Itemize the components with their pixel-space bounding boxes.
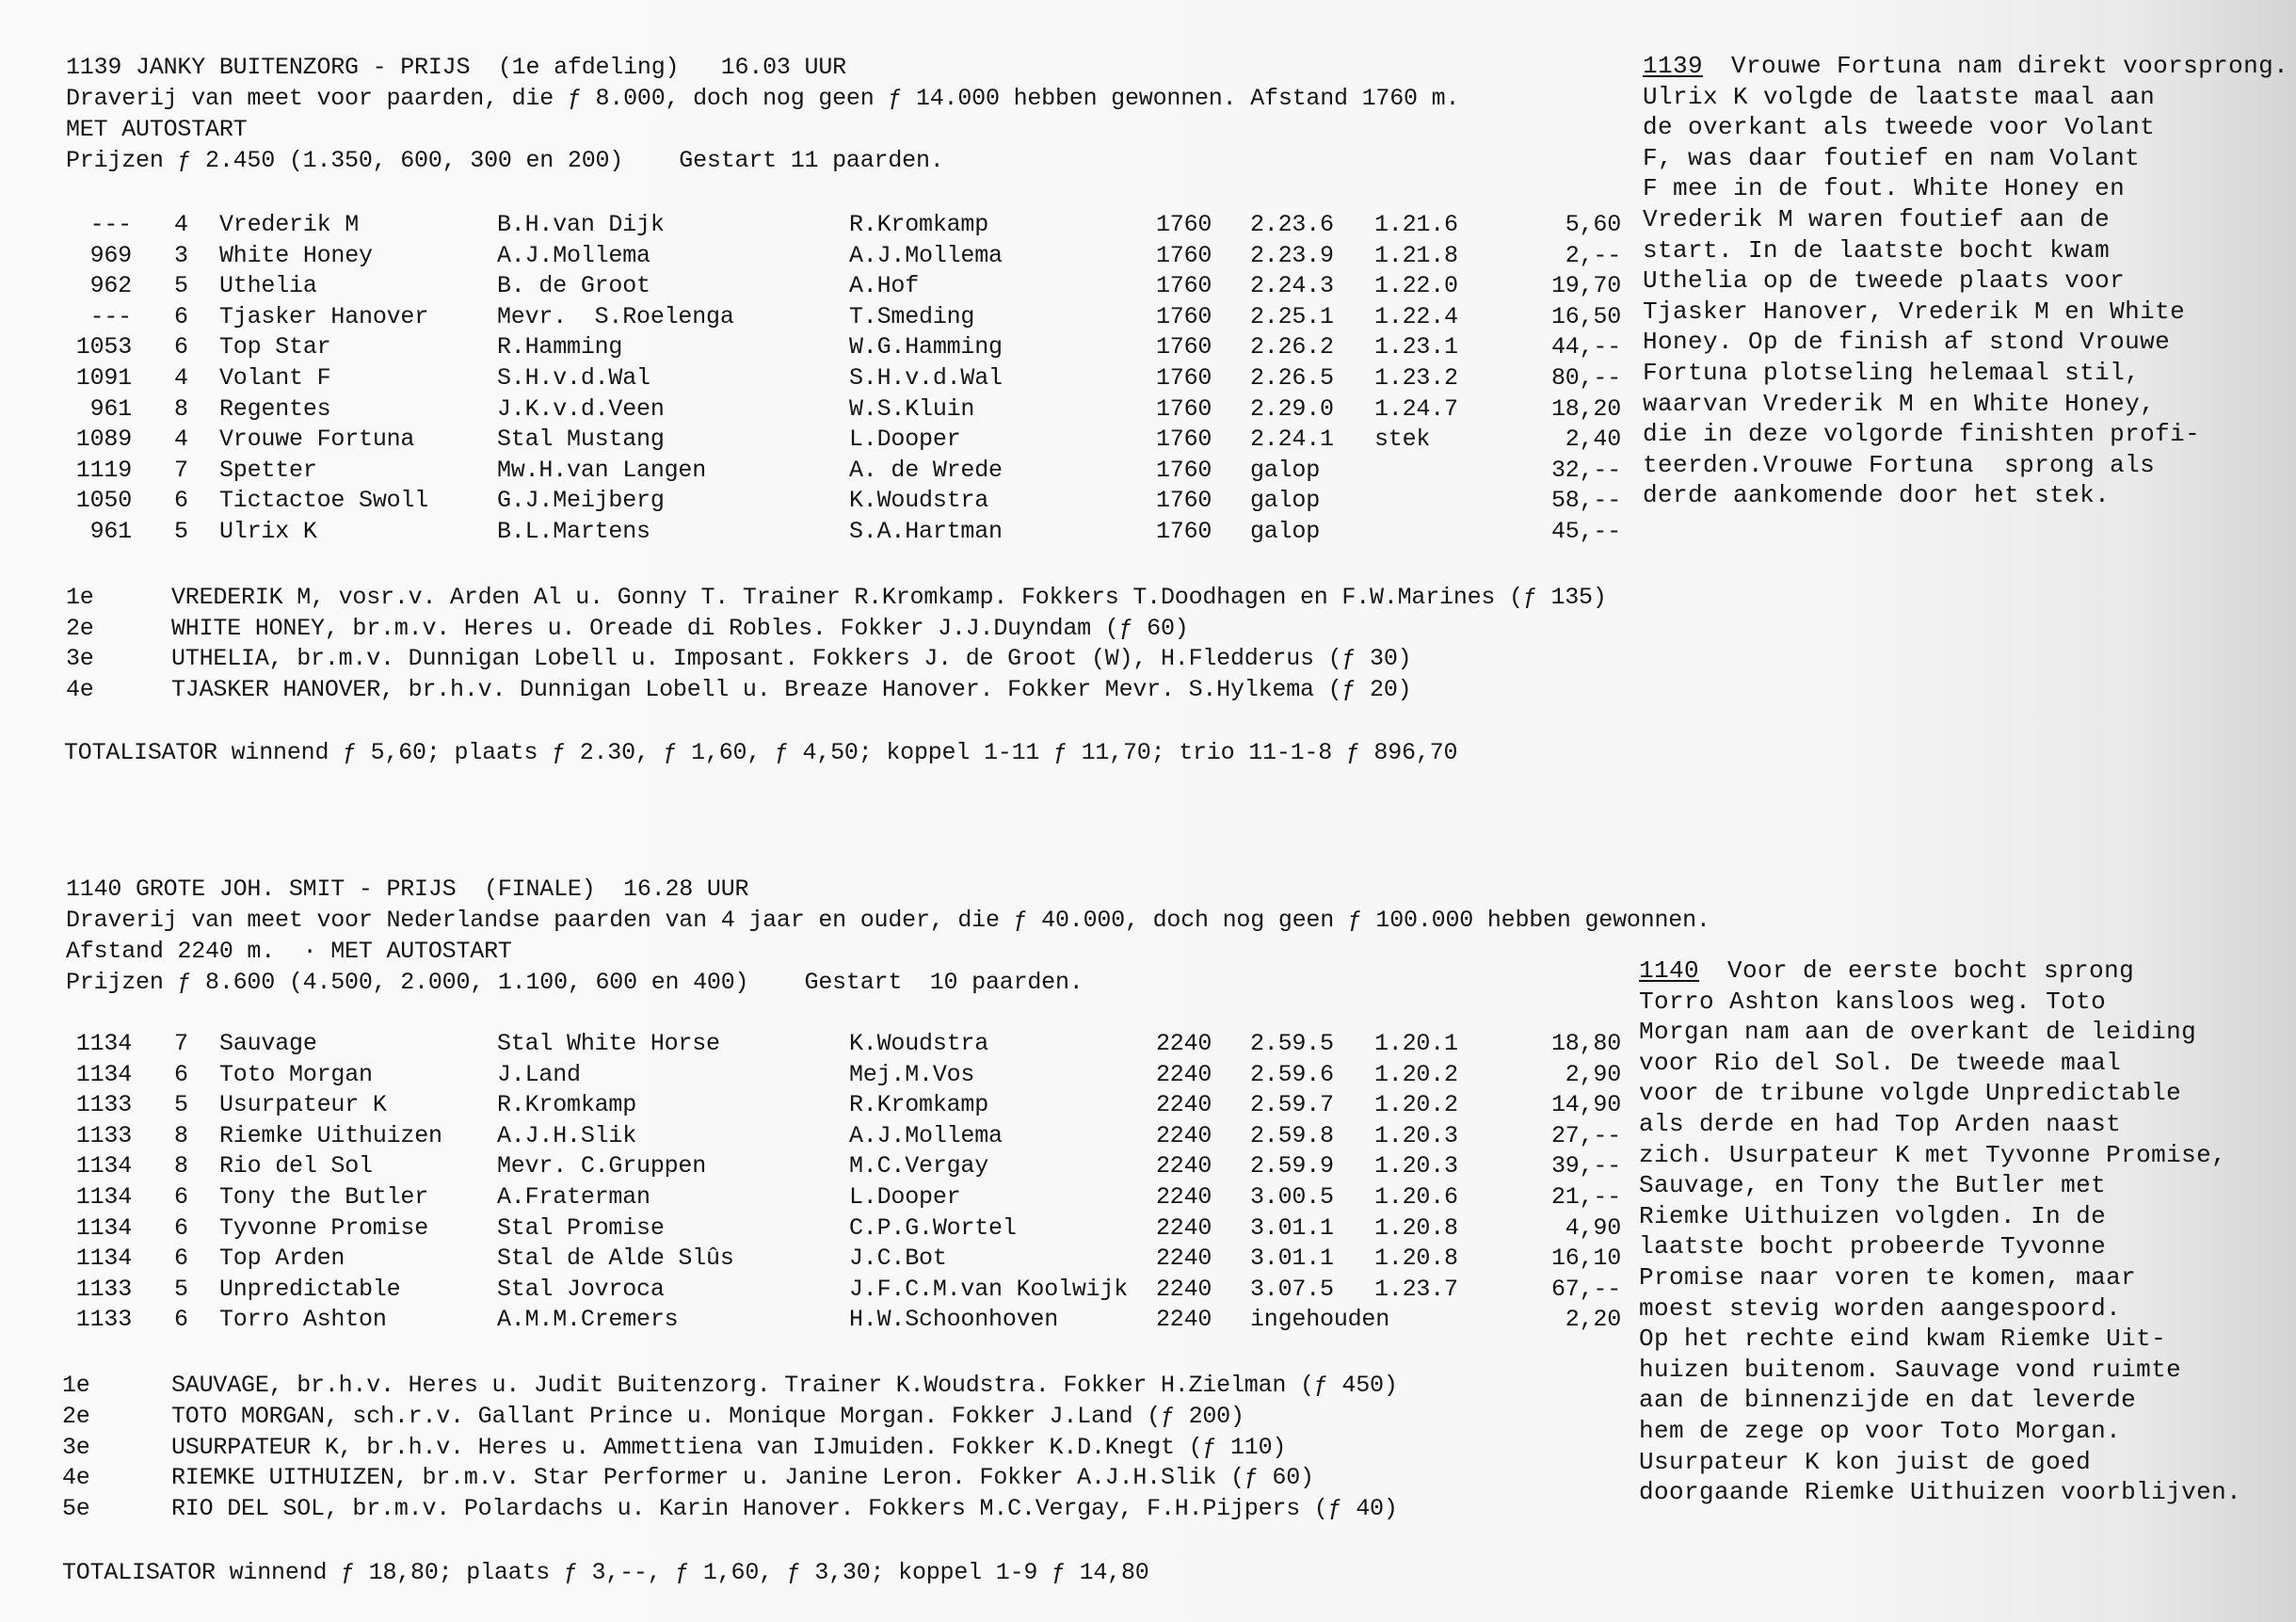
distance: 1760 — [1156, 211, 1212, 238]
horse-name: White Honey — [219, 241, 373, 269]
race-time: 2.26.5 — [1250, 364, 1334, 392]
km-time: 1.23.2 — [1374, 364, 1458, 392]
km-time: 1.22.4 — [1374, 302, 1458, 330]
odds: 21,-- — [1550, 1183, 1621, 1211]
placing-detail: SAUVAGE, br.h.v. Heres u. Judit Buitenzorg. Trainer K.Woudstra. Fokker H.Zielman (ƒ 450) — [171, 1372, 1398, 1399]
horse-name: Toto Morgan — [219, 1060, 373, 1088]
owner: J.K.v.d.Veen — [497, 394, 665, 423]
km-time: 1.24.7 — [1374, 394, 1458, 423]
distance: 2240 — [1156, 1060, 1212, 1088]
start-number: 4 — [174, 211, 188, 238]
distance: 1760 — [1156, 394, 1212, 423]
commentary-line: waarvan Vrederik M en White Honey, — [1643, 389, 2156, 418]
odds: 4,90 — [1565, 1213, 1621, 1242]
driver: A. de Wrede — [849, 456, 1003, 484]
odds: 2,20 — [1565, 1306, 1621, 1334]
prev-race: 1134 — [75, 1060, 132, 1088]
km-time: 1.20.1 — [1374, 1030, 1458, 1057]
odds: 16,50 — [1550, 302, 1621, 330]
driver: J.C.Bot — [849, 1245, 947, 1273]
odds: 58,-- — [1550, 487, 1621, 515]
distance: 1760 — [1156, 333, 1212, 361]
commentary-line: Honey. Op de finish af stond Vrouwe — [1643, 328, 2171, 357]
race-time: galop — [1250, 518, 1321, 545]
prev-race: 1134 — [75, 1030, 132, 1057]
placing-detail: RIO DEL SOL, br.m.v. Polardachs u. Karin Hanover. Fokkers M.C.Vergay, F.H.Pijpers (ƒ 40) — [171, 1495, 1398, 1523]
odds: 2,90 — [1565, 1060, 1621, 1088]
commentary-line: Vrouwe Fortuna nam direkt voorsprong. — [1716, 52, 2289, 80]
owner: R.Hamming — [497, 333, 623, 361]
start-number: 6 — [174, 1306, 188, 1334]
race-description: Draverij van meet voor paarden, die ƒ 8.000, doch nog geen ƒ 14.000 hebben gewonnen. Afstand 1760 m. — [66, 85, 1460, 112]
commentary-line: aan de binnenzijde en dat leverde — [1639, 1386, 2137, 1415]
horse-name: Tyvonne Promise — [219, 1213, 429, 1242]
commentary-line: Morgan nam aan de overkant de leiding — [1639, 1018, 2197, 1047]
owner: A.M.M.Cremers — [497, 1306, 679, 1334]
odds: 2,-- — [1565, 241, 1621, 269]
commentary-line: Uthelia op de tweede plaats voor — [1643, 266, 2126, 296]
distance: 1760 — [1156, 241, 1212, 269]
horse-name: Tictactoe Swoll — [219, 487, 429, 515]
driver: R.Kromkamp — [849, 1091, 989, 1119]
km-time: 1.22.0 — [1374, 272, 1458, 300]
prev-race: 1050 — [75, 487, 132, 515]
odds: 14,90 — [1550, 1091, 1621, 1119]
race-time: 2.59.8 — [1250, 1121, 1334, 1149]
horse-name: Vrouwe Fortuna — [219, 426, 415, 454]
commentary-line: voor Rio del Sol. De tweede maal — [1639, 1048, 2122, 1077]
race-time: 2.24.1 — [1250, 426, 1334, 454]
odds: 45,-- — [1550, 518, 1621, 545]
horse-name: Ulrix K — [219, 518, 317, 545]
driver: S.H.v.d.Wal — [849, 364, 1003, 392]
race-time: 2.24.3 — [1250, 272, 1334, 300]
driver: W.G.Hamming — [849, 333, 1003, 361]
driver: A.J.Mollema — [849, 241, 1003, 269]
placing-rank: 2e — [66, 614, 94, 642]
commentary-line: derde aankomende door het stek. — [1643, 481, 2111, 510]
driver: Mej.M.Vos — [849, 1060, 975, 1088]
owner: G.J.Meijberg — [497, 487, 665, 515]
km-time: 1.20.3 — [1374, 1152, 1458, 1180]
commentary-line: de overkant als tweede voor Volant — [1643, 113, 2156, 142]
odds: 18,80 — [1550, 1030, 1621, 1057]
owner: J.Land — [497, 1060, 581, 1088]
horse-name: Regentes — [219, 394, 331, 423]
owner: Stal Mustang — [497, 426, 665, 454]
placing-detail: USURPATEUR K, br.h.v. Heres u. Ammettiena van IJmuiden. Fokker K.D.Knegt (ƒ 110) — [171, 1433, 1287, 1461]
start-number: 8 — [174, 1121, 188, 1149]
prev-race: 962 — [89, 272, 132, 300]
start-number: 5 — [174, 518, 188, 545]
horse-name: Tony the Butler — [219, 1183, 429, 1211]
commentary-line: die in deze volgorde finishten profi- — [1643, 420, 2201, 449]
owner: A.J.H.Slik — [497, 1121, 637, 1149]
race-time: 2.29.0 — [1250, 394, 1334, 423]
commentary-line: doorgaande Riemke Uithuizen voorblijven. — [1639, 1478, 2242, 1507]
start-number: 6 — [174, 1183, 188, 1211]
commentary-line: laatste bocht probeerde Tyvonne — [1639, 1232, 2107, 1261]
start-number: 5 — [174, 1091, 188, 1119]
prev-race: 961 — [89, 518, 132, 545]
owner: B.L.Martens — [497, 518, 650, 545]
commentary-line: Ulrix K volgde de laatste maal aan — [1643, 82, 2156, 111]
commentary-line: start. In de laatste bocht kwam — [1643, 235, 2111, 265]
commentary-line: Op het rechte eind kwam Riemke Uit- — [1639, 1325, 2167, 1354]
driver: K.Woudstra — [849, 1030, 989, 1057]
prev-race: 1091 — [75, 364, 132, 392]
owner: Mw.H.van Langen — [497, 456, 707, 484]
prize-line: Prijzen ƒ 2.450 (1.350, 600, 300 en 200) Gestart 11 paarden. — [66, 147, 944, 174]
commentary-line: hem de zege op voor Toto Morgan. — [1639, 1417, 2122, 1445]
commentary-line: zich. Usurpateur K met Tyvonne Promise, — [1639, 1140, 2227, 1169]
horse-name: Unpredictable — [219, 1275, 401, 1303]
start-number: 4 — [174, 364, 188, 392]
horse-name: Tjasker Hanover — [219, 302, 429, 330]
start-number: 5 — [174, 1275, 188, 1303]
distance: 1760 — [1156, 272, 1212, 300]
prev-race: 961 — [89, 394, 132, 423]
prev-race: 1119 — [75, 456, 132, 484]
horse-name: Uthelia — [219, 272, 317, 300]
commentary-line: moest stevig worden aangespoord. — [1639, 1293, 2122, 1323]
race-time: 2.26.2 — [1250, 333, 1334, 361]
prev-race: 1089 — [75, 426, 132, 454]
horse-name: Rio del Sol — [219, 1152, 373, 1180]
prev-race: 969 — [89, 241, 132, 269]
driver: A.J.Mollema — [849, 1121, 1003, 1149]
horse-name: Torro Ashton — [219, 1306, 387, 1334]
start-type: MET AUTOSTART — [66, 116, 248, 143]
distance: 2240 — [1156, 1306, 1212, 1334]
race-title: 1140 GROTE JOH. SMIT - PRIJS (FINALE) 16.28 UUR — [66, 875, 749, 903]
km-time: 1.21.6 — [1374, 211, 1458, 238]
commentary-race-number: 1139 — [1643, 52, 1704, 80]
horse-name: Sauvage — [219, 1030, 317, 1057]
race-time: 2.59.7 — [1250, 1091, 1334, 1119]
distance: 1760 — [1156, 364, 1212, 392]
race-title: 1139 JANKY BUITENZORG - PRIJS (1e afdeling) 16.03 UUR — [66, 54, 846, 81]
km-time: 1.21.8 — [1374, 241, 1458, 269]
driver: T.Smeding — [849, 302, 975, 330]
km-time: 1.20.2 — [1374, 1091, 1458, 1119]
driver: A.Hof — [849, 272, 920, 300]
distance: 1760 — [1156, 426, 1212, 454]
distance: 2240 — [1156, 1183, 1212, 1211]
km-time: 1.23.1 — [1374, 333, 1458, 361]
odds: 80,-- — [1550, 364, 1621, 392]
placing-rank: 2e — [62, 1402, 90, 1430]
km-time: 1.20.6 — [1374, 1183, 1458, 1211]
owner: R.Kromkamp — [497, 1091, 637, 1119]
race-time: ingehouden — [1250, 1306, 1390, 1334]
prev-race: --- — [89, 302, 132, 330]
commentary-line: als derde en had Top Arden naast — [1639, 1110, 2122, 1138]
prev-race: 1134 — [75, 1213, 132, 1242]
race-time: 3.01.1 — [1250, 1245, 1334, 1273]
distance: 2240 — [1156, 1245, 1212, 1273]
distance: 2240 — [1156, 1275, 1212, 1303]
owner: Stal Promise — [497, 1213, 665, 1242]
distance: 1760 — [1156, 302, 1212, 330]
odds: 2,40 — [1565, 426, 1621, 454]
race-time: 2.25.1 — [1250, 302, 1334, 330]
distance: 1760 — [1156, 487, 1212, 515]
km-time: 1.20.3 — [1374, 1121, 1458, 1149]
km-time: 1.23.7 — [1374, 1275, 1458, 1303]
race-time: galop — [1250, 456, 1321, 484]
race-time: 3.07.5 — [1250, 1275, 1334, 1303]
distance: 2240 — [1156, 1091, 1212, 1119]
prev-race: 1133 — [75, 1121, 132, 1149]
start-number: 3 — [174, 241, 188, 269]
placing-rank: 3e — [66, 645, 94, 673]
distance: 2240 — [1156, 1152, 1212, 1180]
driver: C.P.G.Wortel — [849, 1213, 1017, 1242]
horse-name: Top Star — [219, 333, 331, 361]
commentary-line: Sauvage, en Tony the Butler met — [1639, 1171, 2107, 1200]
distance: 1760 — [1156, 456, 1212, 484]
start-number: 5 — [174, 272, 188, 300]
owner: B.H.van Dijk — [497, 211, 665, 238]
placing-detail: RIEMKE UITHUIZEN, br.m.v. Star Performer u. Janine Leron. Fokker A.J.H.Slik (ƒ 60) — [171, 1464, 1314, 1492]
prev-race: 1134 — [75, 1245, 132, 1273]
odds: 5,60 — [1565, 211, 1621, 238]
totalisator: TOTALISATOR winnend ƒ 18,80; plaats ƒ 3,--, ƒ 1,60, ƒ 3,30; koppel 1-9 ƒ 14,80 — [62, 1559, 1149, 1586]
start-number: 4 — [174, 426, 188, 454]
placing-detail: UTHELIA, br.m.v. Dunnigan Lobell u. Imposant. Fokkers J. de Groot (W), H.Fledderus (ƒ 30) — [171, 645, 1412, 673]
driver: L.Dooper — [849, 1183, 961, 1211]
km-time: stek — [1374, 426, 1431, 454]
start-number: 6 — [174, 1245, 188, 1273]
driver: W.S.Kluin — [849, 394, 975, 423]
commentary-line: Vrederik M waren foutief aan de — [1643, 205, 2111, 233]
placing-rank: 1e — [62, 1372, 90, 1399]
odds: 39,-- — [1550, 1152, 1621, 1180]
start-number: 6 — [174, 487, 188, 515]
prev-race: 1134 — [75, 1152, 132, 1180]
owner: Mevr. S.Roelenga — [497, 302, 734, 330]
odds: 67,-- — [1550, 1275, 1621, 1303]
placing-rank: 4e — [66, 676, 94, 704]
race-time: 2.59.9 — [1250, 1152, 1334, 1180]
owner: Mevr. C.Gruppen — [497, 1152, 707, 1180]
distance: 2240 — [1156, 1121, 1212, 1149]
prev-race: --- — [89, 211, 132, 238]
race-time: 2.23.9 — [1250, 241, 1334, 269]
start-number: 7 — [174, 456, 188, 484]
placing-rank: 1e — [66, 584, 94, 611]
race-time: 2.59.5 — [1250, 1030, 1334, 1057]
commentary-line: Riemke Uithuizen volgden. In de — [1639, 1201, 2107, 1230]
owner: Stal White Horse — [497, 1030, 720, 1057]
prev-race: 1053 — [75, 333, 132, 361]
race-time: 2.23.6 — [1250, 211, 1334, 238]
commentary-line: Torro Ashton kansloos weg. Toto — [1639, 987, 2107, 1016]
race-time: galop — [1250, 487, 1321, 515]
commentary-line: Fortuna plotseling helemaal stil, — [1643, 359, 2141, 387]
commentary-line: teerden.Vrouwe Fortuna sprong als — [1643, 450, 2156, 479]
commentary-race-number: 1140 — [1639, 956, 1700, 985]
horse-name: Spetter — [219, 456, 317, 484]
distance: 2240 — [1156, 1213, 1212, 1242]
placing-detail: VREDERIK M, vosr.v. Arden Al u. Gonny T. Trainer R.Kromkamp. Fokkers T.Doodhagen en F.W.Marines (ƒ 135) — [171, 584, 1607, 611]
placing-rank: 4e — [62, 1464, 90, 1492]
odds: 44,-- — [1550, 333, 1621, 361]
odds: 18,20 — [1550, 394, 1621, 423]
commentary-line: huizen buitenom. Sauvage vond ruimte — [1639, 1355, 2182, 1384]
owner: B. de Groot — [497, 272, 650, 300]
owner: S.H.v.d.Wal — [497, 364, 650, 392]
horse-name: Vrederik M — [219, 211, 360, 238]
start-number: 6 — [174, 333, 188, 361]
horse-name: Volant F — [219, 364, 331, 392]
driver: H.W.Schoonhoven — [849, 1306, 1059, 1334]
race-time: 2.59.6 — [1250, 1060, 1334, 1088]
start-number: 6 — [174, 1213, 188, 1242]
distance: 2240 — [1156, 1030, 1212, 1057]
horse-name: Riemke Uithuizen — [219, 1121, 442, 1149]
race-time: 3.00.5 — [1250, 1183, 1334, 1211]
prev-race: 1134 — [75, 1183, 132, 1211]
owner: A.J.Mollema — [497, 241, 650, 269]
start-number: 8 — [174, 394, 188, 423]
race-description: Draverij van meet voor Nederlandse paarden van 4 jaar en ouder, die ƒ 40.000, doch nog geen ƒ 100.000 hebben gewonnen. — [66, 907, 1710, 934]
prev-race: 1133 — [75, 1275, 132, 1303]
start-number: 6 — [174, 1060, 188, 1088]
km-time: 1.20.8 — [1374, 1245, 1458, 1273]
placing-detail: WHITE HONEY, br.m.v. Heres u. Oreade di Robles. Fokker J.J.Duyndam (ƒ 60) — [171, 614, 1189, 642]
race-time: 3.01.1 — [1250, 1213, 1334, 1242]
commentary-line: Usurpateur K kon juist de goed — [1639, 1447, 2092, 1476]
commentary-line: F mee in de fout. White Honey en — [1643, 174, 2126, 203]
odds: 19,70 — [1550, 272, 1621, 300]
commentary-line: Voor de eerste bocht sprong — [1712, 956, 2135, 985]
start-number: 7 — [174, 1030, 188, 1057]
driver: S.A.Hartman — [849, 518, 1003, 545]
placing-rank: 5e — [62, 1495, 90, 1523]
distance-start-type: Afstand 2240 m. · MET AUTOSTART — [66, 938, 512, 965]
prize-line: Prijzen ƒ 8.600 (4.500, 2.000, 1.100, 600 en 400) Gestart 10 paarden. — [66, 969, 1084, 996]
owner: Stal Jovroca — [497, 1275, 665, 1303]
prev-race: 1133 — [75, 1091, 132, 1119]
driver: R.Kromkamp — [849, 211, 989, 238]
commentary-line: Promise naar voren te komen, maar — [1639, 1263, 2137, 1292]
driver: K.Woudstra — [849, 487, 989, 515]
owner: A.Fraterman — [497, 1183, 650, 1211]
commentary-line: F, was daar foutief en nam Volant — [1643, 143, 2141, 172]
placing-detail: TOTO MORGAN, sch.r.v. Gallant Prince u. Monique Morgan. Fokker J.Land (ƒ 200) — [171, 1402, 1244, 1430]
totalisator: TOTALISATOR winnend ƒ 5,60; plaats ƒ 2.30, ƒ 1,60, ƒ 4,50; koppel 1-11 ƒ 11,70; trio 11-1-8 ƒ 896,70 — [64, 739, 1458, 766]
odds: 27,-- — [1550, 1121, 1621, 1149]
distance: 1760 — [1156, 518, 1212, 545]
driver: L.Dooper — [849, 426, 961, 454]
odds: 32,-- — [1550, 456, 1621, 484]
start-number: 8 — [174, 1152, 188, 1180]
km-time: 1.20.2 — [1374, 1060, 1458, 1088]
driver: J.F.C.M.van Koolwijk — [849, 1275, 1129, 1303]
horse-name: Top Arden — [219, 1245, 345, 1273]
owner: Stal de Alde Slûs — [497, 1245, 734, 1273]
placing-rank: 3e — [62, 1433, 90, 1461]
placing-detail: TJASKER HANOVER, br.h.v. Dunnigan Lobell u. Breaze Hanover. Fokker Mevr. S.Hylkema (ƒ 20) — [171, 676, 1412, 704]
km-time: 1.20.8 — [1374, 1213, 1458, 1242]
driver: M.C.Vergay — [849, 1152, 989, 1180]
prev-race: 1133 — [75, 1306, 132, 1334]
start-number: 6 — [174, 302, 188, 330]
commentary-line: Tjasker Hanover, Vrederik M en White — [1643, 297, 2186, 326]
commentary-line: voor de tribune volgde Unpredictable — [1639, 1079, 2182, 1108]
odds: 16,10 — [1550, 1245, 1621, 1273]
horse-name: Usurpateur K — [219, 1091, 387, 1119]
